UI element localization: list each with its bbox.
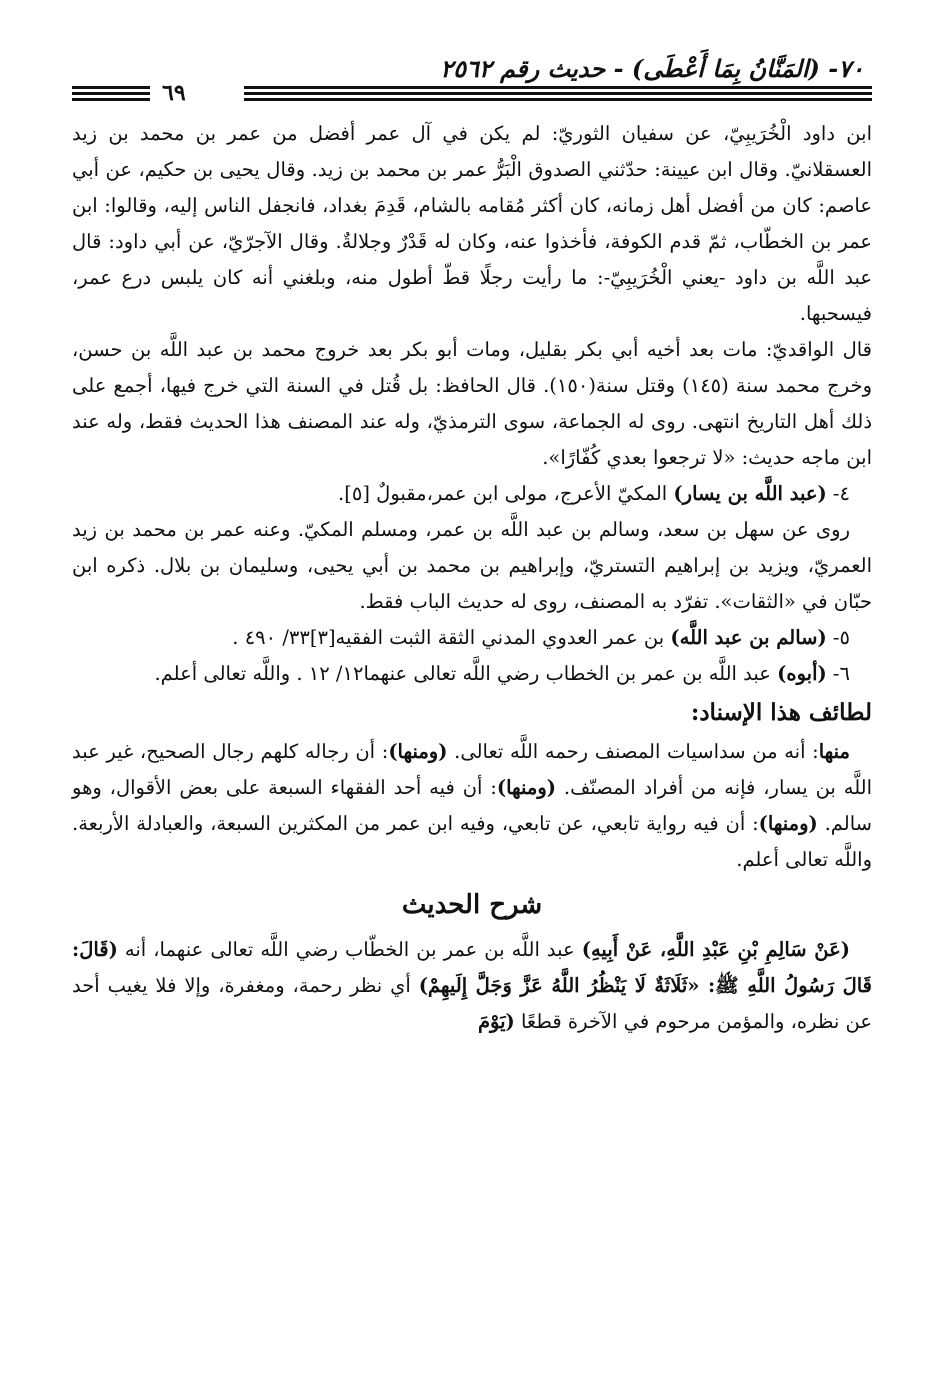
hadith-quote: (قَالَ: قَالَ رَسُولُ اللَّهِ ﷺ: «ثَلَاثَةٌ لَا يَنْظُرُ اللَّهُ عَزَّ وَجَلَّ إِلَيهِمْ)	[72, 938, 872, 997]
lataif-text: : أنه من سداسيات المصنف رحمه اللَّه تعالى.	[447, 740, 819, 763]
page-header	[72, 48, 872, 108]
narrator-number: ٦-	[826, 662, 850, 685]
narrator-details: المكيّ الأعرج، مولى ابن عمر،مقبولٌ [٥].	[338, 482, 674, 505]
lataif-label: (ومنها)	[388, 740, 448, 763]
paragraph-narrator-1: ابن داود الْخُرَيبِيّ، عن سفيان الثوريّ: لم يكن في آل عمر أفضل من عمر بن محمد بن زيد العسقلانيّ. وقال ابن عيينة: حدّثني الصدوق الْبَرُّ عمر بن محمد بن زيد. وقال يحيى بن حكيم، عن أبي عاصم: كان من أفضل أهل زمانه، كان أكثر مُقامه بالشام، قَدِمَ بغداد، فانجفل الناس إليه، وقالوا: ابن عمر بن الخطّاب، ثمّ قدم الكوفة، فأخذوا عنه، وكان له قَدْرٌ وجلالةٌ. وقال الآجرّيّ، عن أبي داود: قال عبد اللَّه بن داود -يعني الْخُرَيبِيّ-: ما رأيت رجلًا قطّ أطول منه، وبلغني أنه كان يلبس درع عمر، فيسحبها.	[72, 122, 872, 325]
lataif-text: : أن فيه أحد الفقهاء السبعة على بعض الأقوال، وهو سالم.	[72, 776, 872, 835]
paragraph-waqidi: قال الواقديّ: مات بعد أخيه أبي بكر بقليل، ومات أبو بكر بعد خروج محمد بن عبد اللَّه بن حسن، وخرج محمد سنة (١٤٥) وقتل سنة(١٥٠). قال الحافظ: بل قُتل في السنة التي خرج فيها، أجمع على ذلك أهل التاريخ انتهى. روى له الجماعة، سوى الترمذيّ، وله عند المصنف هذا الحديث فقط، وله عند ابن ماجه حديث: «لا ترجعوا بعدي كُفّارًا».	[72, 338, 872, 469]
narrator-name: (سالم بن عبد اللَّه)	[670, 626, 827, 649]
narrator-details: عبد اللَّه بن عمر بن الخطاب رضي اللَّه تعالى عنهما١٢/ ١٢ . واللَّه تعالى أعلم.	[154, 662, 778, 685]
lataif-label: (ومنها)	[496, 776, 557, 799]
sharh-paragraph	[72, 932, 872, 1040]
hadith-quote: (عَنْ سَالِمِ بْنِ عَبْدِ اللَّهِ، عَنْ أَبِيهِ)	[581, 938, 850, 961]
body-text	[72, 116, 872, 1040]
narrator-number: ٥-	[826, 626, 850, 649]
lataif-paragraph	[72, 734, 872, 878]
lataif-label: (ومنها)	[758, 812, 818, 835]
sharh-heading: شرح الحديث	[401, 890, 543, 920]
narrator-5	[72, 620, 872, 656]
narrator-details: بن عمر العدوي المدني الثقة الثبت الفقيه[٣]٣٣/ ٤٩٠ .	[232, 626, 671, 649]
narrator-number: ٤-	[826, 482, 850, 505]
lataif-heading: لطائف هذا الإسناد:	[690, 699, 872, 726]
lataif-text: : أن رجاله كلهم رجال الصحيح، غير عبد اللَّه بن يسار، فإنه من أفراد المصنّف.	[72, 740, 873, 799]
narrator-name: (عبد اللَّه بن يسار)	[673, 482, 827, 505]
header-rule-short	[72, 86, 150, 89]
narrator-name: (أبوه)	[777, 662, 827, 685]
page-number: ٦٩	[162, 80, 186, 106]
commentary-text: عبد اللَّه بن عمر بن الخطّاب رضي اللَّه تعالى عنهما، أنه	[117, 938, 582, 961]
lataif-text: : أن فيه رواية تابعي، عن تابعي، وفيه ابن عمر من المكثرين السبعة، والعبادلة الأربعة. واللَّه تعالى أعلم.	[72, 812, 872, 871]
commentary-text: أي نظر رحمة، ومغفرة، وإلا فلا يغيب أحد عن نظره، والمؤمن مرحوم في الآخرة قطعًا	[72, 974, 872, 1033]
narrator-6	[72, 656, 872, 692]
paragraph-narrator-4-details: روى عن سهل بن سعد، وسالم بن عبد اللَّه بن عمر، ومسلم المكيّ. وعنه عمر بن محمد بن زيد العمريّ، ويزيد بن إبراهيم التستريّ، وإبراهيم بن محمد بن أبي يحيى، وسليمان بن بلال. ذكره ابن حبّان في «الثقات». تفرّد به المصنف، روى له حديث الباب فقط.	[72, 518, 872, 613]
lataif-label: منها	[818, 740, 850, 763]
hadith-quote: (يَوْمَ	[477, 1010, 515, 1033]
header-rule	[244, 86, 872, 89]
narrator-4	[72, 476, 872, 512]
running-head: ٧٠- (المَنَّانُ بِمَا أَعْطَى) - حديث رقم ٢٥٦٢	[440, 54, 864, 83]
page	[72, 48, 872, 1040]
